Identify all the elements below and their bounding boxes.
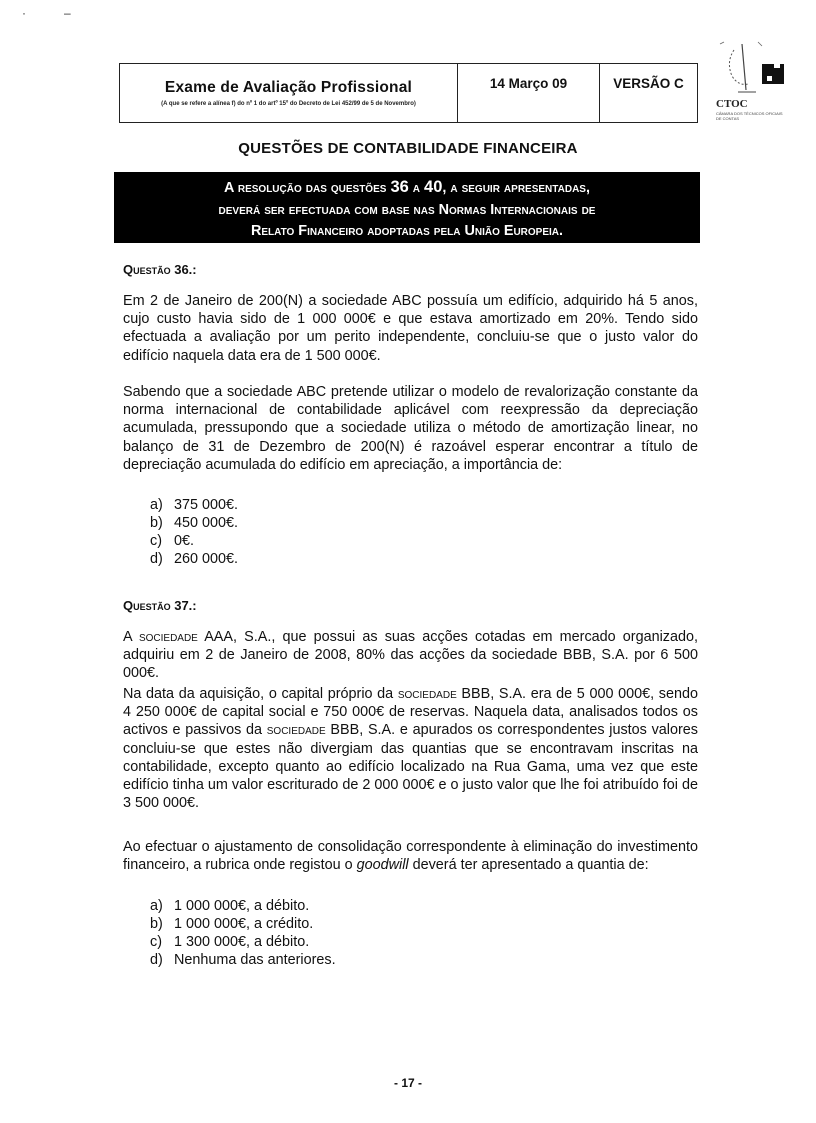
- instructions-banner: [114, 172, 700, 243]
- option-b: b) 450 000€.: [150, 515, 239, 531]
- question-36-options: [150, 496, 238, 568]
- question-36-paragraph-2: Sabendo que a sociedade ABC pretende utilizar o modelo de revalorização constante da norma internacional de contabilidade aplicável com reexpressão da depreciação acumulada, pressupondo que a sociedade utiliza o método de amortização linear, no balanço de 31 de Dezembro de 200(N) é razoável esperar encontrar a título de depreciação acumulada do edifício em apreciação, a importância de:: [123, 384, 698, 473]
- option-a: a) 1 000 000€, a débito.: [150, 898, 310, 914]
- option-a: a) 375 000€.: [150, 497, 239, 513]
- option-c: c) 0€.: [150, 533, 195, 549]
- exam-date: 14 Março 09: [458, 64, 600, 122]
- ctoc-emblem-icon: [712, 40, 792, 98]
- exam-title: Exame de Avaliação Profissional: [164, 79, 413, 96]
- header-title-cell: [120, 64, 458, 122]
- banner-line-3: Relato Financeiro adoptadas pela União Europeia.: [250, 223, 564, 239]
- question-37-paragraph-2: Na data da aquisição, o capital próprio da sociedade BBB, S.A. era de 5 000 000€, sendo 4 250 000€ de capital social e 750 000€ de reservas. Naquela data, analisados todos os activos e passivos da sociedade BBB, S.A. e apurados os correspondentes justos valores concluiu-se que estes não divergiam das quantias que se encontravam inscritas na contabilidade, excepto quanto ao edifício localizado na Rua Gama, uma vez que este edifício tinha um valor escriturado de 2 000 000€ e o justo valor que lhe foi atribuído foi de 3 500 000€.: [123, 686, 698, 812]
- option-d: d) Nenhuma das anteriores.: [150, 952, 336, 968]
- question-37-paragraph-3: Ao efectuar o ajustamento de consolidação correspondente à eliminação do investimento financeiro, a rubrica onde registou o goodwill deverá ter apresentado a quantia de:: [123, 839, 698, 874]
- banner-line-1: A resolução das questões 36 a 40, a seguir apresentadas,: [224, 178, 590, 196]
- question-36-paragraph-1: Em 2 de Janeiro de 200(N) a sociedade ABC possuía um edifício, adquirido há 5 anos, cujo custo havia sido de 1 000 000€ e que estava amortizado em 20%. Tendo sido efectuada a avaliação por um perito independente, concluiu-se que o justo valor do edifício naquela data era de 1 500 000€.: [123, 293, 698, 364]
- scan-marks: · –: [22, 6, 71, 20]
- logo-subtitle: CÂMARA DOS TÉCNICOS OFICIAIS DE CONTAS: [716, 111, 783, 121]
- exam-subtitle: (A que se refere a alínea f) do nº 1 do artº 15º do Decreto de Lei 452/99 de 5 de Novembro): [161, 101, 416, 107]
- option-d: d) 260 000€.: [150, 551, 239, 567]
- question-37-paragraph-1: A sociedade AAA, S.A., que possui as suas acções cotadas em mercado organizado, adquiriu em 2 de Janeiro de 2008, 80% das acções da sociedade BBB, S.A. por 6 500 000€.: [123, 629, 698, 682]
- exam-header: [119, 63, 698, 123]
- page-number: - 17 -: [393, 1076, 422, 1090]
- section-title: QUESTÕES DE CONTABILIDADE FINANCEIRA: [238, 140, 578, 157]
- option-c: c) 1 300 000€, a débito.: [150, 934, 310, 950]
- logo-name: CTOC: [716, 98, 748, 110]
- question-37-options: [150, 897, 336, 969]
- question-36-heading: Questão 36.:: [123, 262, 197, 277]
- question-37-heading: Questão 37.:: [123, 598, 197, 613]
- option-b: b) 1 000 000€, a crédito.: [150, 916, 314, 932]
- banner-line-2: deverá ser efectuada com base nas Normas Internacionais de: [218, 201, 596, 218]
- exam-version: VERSÃO C: [613, 76, 684, 91]
- ctoc-logo: [712, 40, 792, 120]
